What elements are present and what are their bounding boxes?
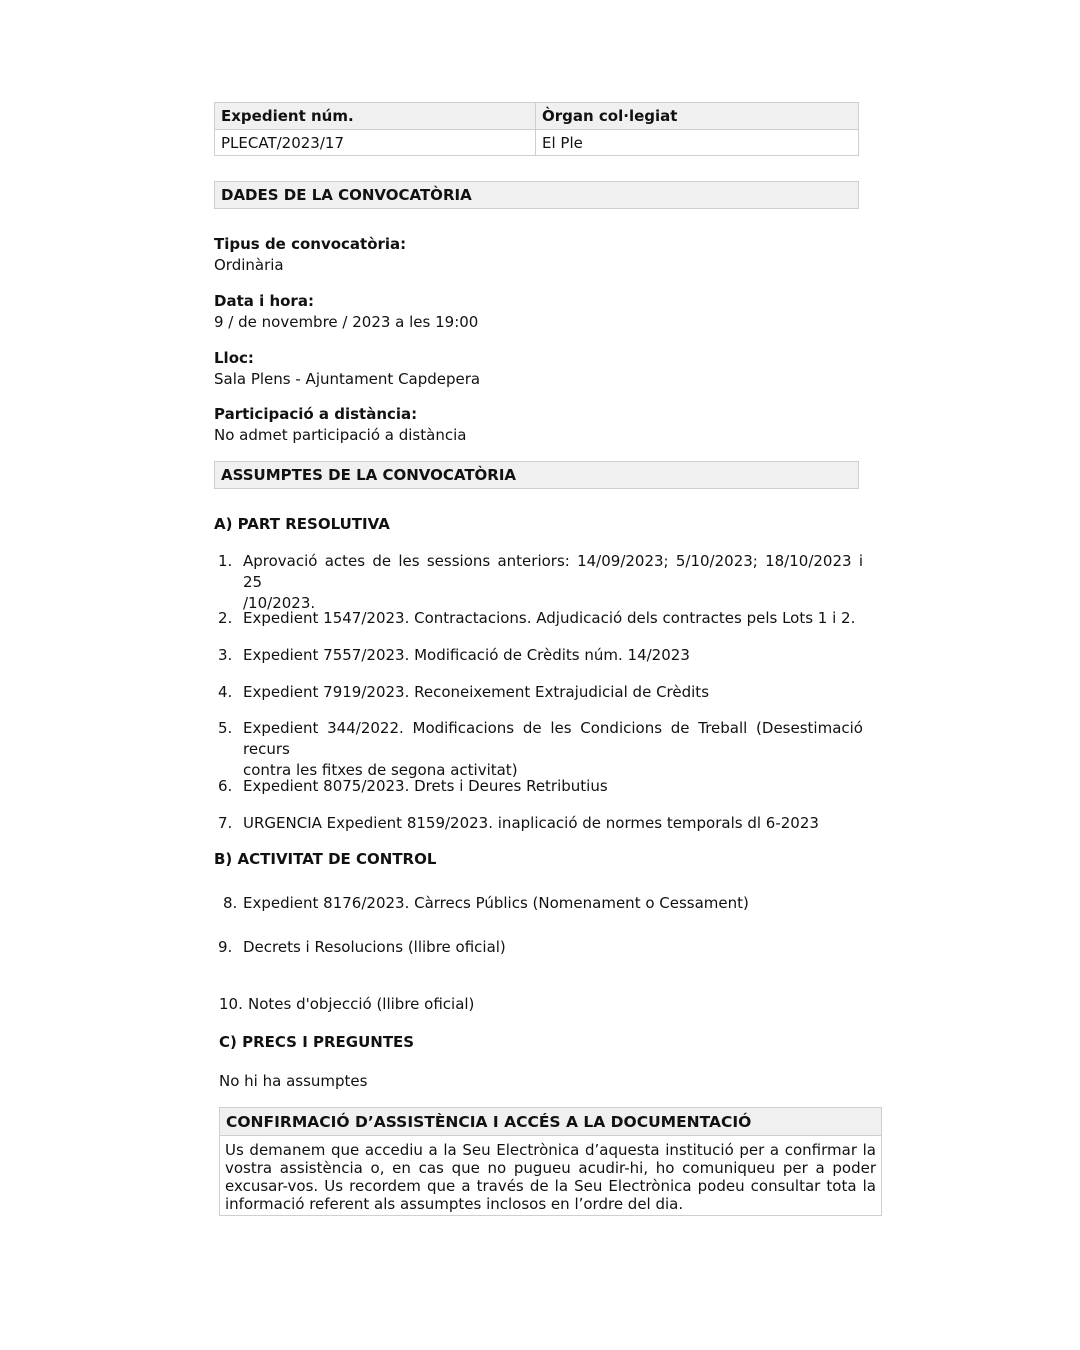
item-number: 4. <box>218 683 233 701</box>
lloc-label: Lloc: <box>214 349 254 367</box>
section-assumptes-header <box>214 461 859 489</box>
item-number: 2. <box>218 609 233 627</box>
item-text: Decrets i Resolucions (llibre oficial) <box>243 938 506 956</box>
item-text: Expedient 7557/2023. Modificació de Crèdits núm. 14/2023 <box>243 646 690 664</box>
part-c-title: C) PRECS I PREGUNTES <box>219 1033 415 1051</box>
item-number: 9. <box>218 938 233 956</box>
section-dades-title: DADES DE LA CONVOCATÒRIA <box>221 186 472 204</box>
participacio-label: Participació a distància: <box>214 405 418 423</box>
item-text-line: contra les fitxes de segona activitat) <box>243 761 518 779</box>
organ-header-cell <box>535 102 859 130</box>
part-a-title: A) PART RESOLUTIVA <box>214 515 390 533</box>
item-number: 10. <box>219 995 243 1013</box>
section-assumptes-title: ASSUMPTES DE LA CONVOCATÒRIA <box>221 466 517 484</box>
confirmacio-line: Us demanem que accediu a la Seu Electrònica d’aquesta institució per a confirmar la <box>225 1141 876 1159</box>
agenda-item <box>218 718 863 779</box>
item-number: 5. <box>218 719 233 737</box>
item-number: 6. <box>218 777 233 795</box>
item-text: Notes d'objecció (llibre oficial) <box>248 995 475 1013</box>
section-dades-header <box>214 181 859 209</box>
confirmacio-line: informació referent als assumptes inclosos en l’ordre del dia. <box>225 1195 684 1213</box>
confirmacio-line: vostra assistència o, en cas que no pugueu acudir-hi, ho comuniqueu per a poder <box>225 1159 876 1177</box>
part-b-title: B) ACTIVITAT DE CONTROL <box>214 850 437 868</box>
confirmacio-title: CONFIRMACIÓ D’ASSISTÈNCIA I ACCÉS A LA DOCUMENTACIÓ <box>226 1113 752 1131</box>
item-number: 1. <box>218 552 233 570</box>
tipus-value: Ordinària <box>214 256 284 274</box>
item-number: 3. <box>218 646 233 664</box>
confirmacio-body <box>219 1135 882 1216</box>
expedient-header-cell <box>214 102 536 130</box>
expedient-header-label: Expedient núm. <box>221 107 354 125</box>
item-text: Expedient 1547/2023. Contractacions. Adjudicació dels contractes pels Lots 1 i 2. <box>243 609 856 627</box>
item-text: Expedient 7919/2023. Reconeixement Extrajudicial de Crèdits <box>243 683 710 701</box>
expedient-value-cell <box>214 129 536 156</box>
item-text: Expedient 8176/2023. Càrrecs Públics (Nomenament o Cessament) <box>243 894 749 912</box>
confirmacio-header <box>219 1107 882 1136</box>
expedient-number: PLECAT/2023/17 <box>221 134 344 152</box>
part-c-text: No hi ha assumptes <box>219 1072 368 1090</box>
agenda-item <box>218 551 863 612</box>
item-text-line: /10/2023. <box>243 594 316 612</box>
data-value: 9 / de novembre / 2023 a les 19:00 <box>214 313 479 331</box>
organ-name: El Ple <box>542 134 583 152</box>
data-label: Data i hora: <box>214 292 314 310</box>
item-text: URGENCIA Expedient 8159/2023. inaplicació de normes temporals dl 6-2023 <box>243 814 819 832</box>
item-text: Expedient 8075/2023. Drets i Deures Retributius <box>243 777 608 795</box>
organ-header-label: Òrgan col·legiat <box>542 107 678 125</box>
confirmacio-line: excusar-vos. Us recordem que a través de la Seu Electrònica podeu consultar tota la <box>225 1177 876 1195</box>
item-text-line: Expedient 344/2022. Modificacions de les Condicions de Treball (Desestimació recurs <box>243 719 863 758</box>
lloc-value: Sala Plens - Ajuntament Capdepera <box>214 370 481 388</box>
item-number: 8. <box>223 894 238 912</box>
item-number: 7. <box>218 814 233 832</box>
organ-value-cell <box>535 129 859 156</box>
tipus-label: Tipus de convocatòria: <box>214 235 407 253</box>
item-text-line: Aprovació actes de les sessions anteriors: 14/09/2023; 5/10/2023; 18/10/2023 i 25 <box>243 552 863 591</box>
participacio-value: No admet participació a distància <box>214 426 467 444</box>
